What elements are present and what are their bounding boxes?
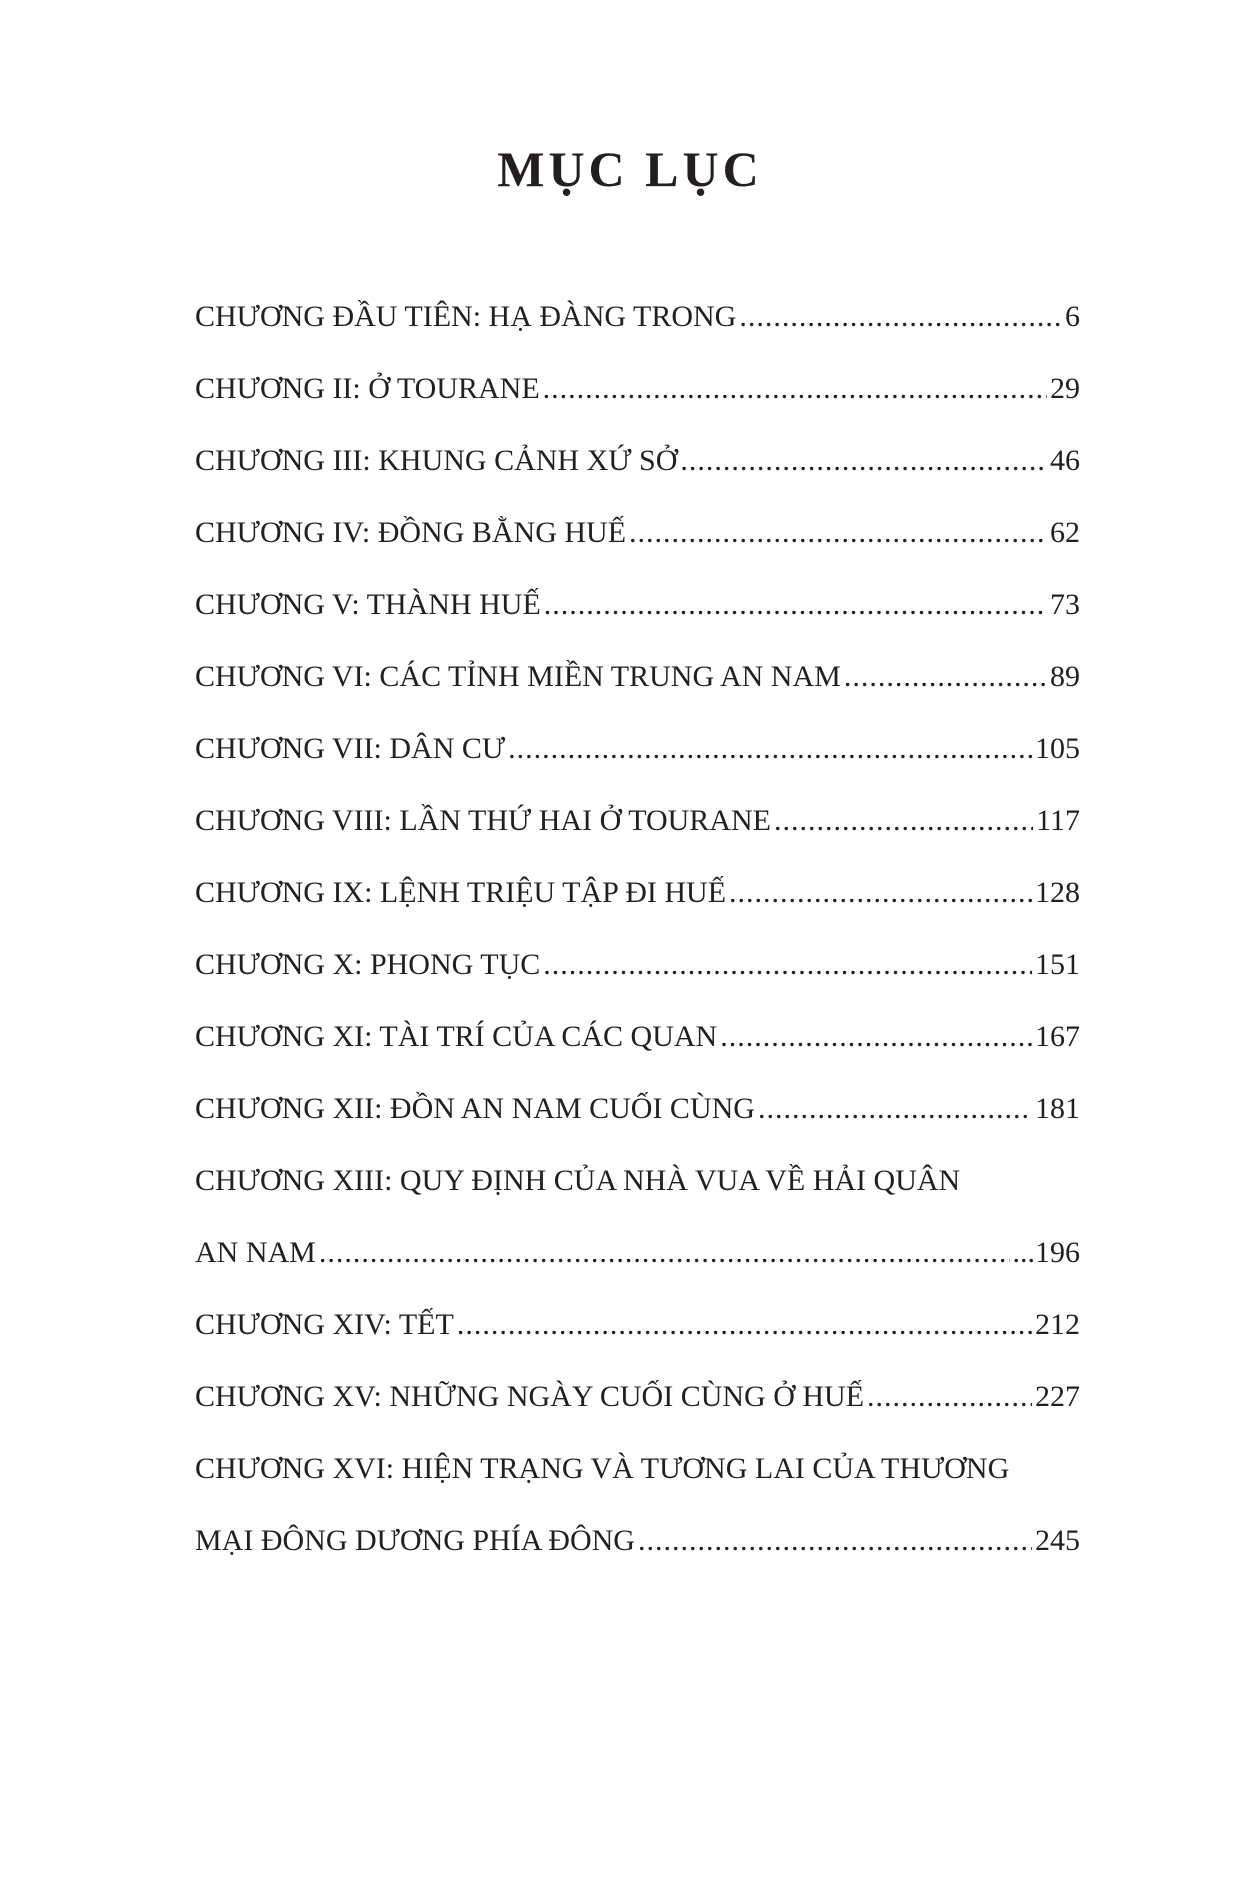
toc-entry [195, 660, 1080, 732]
dot-leader [739, 300, 1062, 334]
toc-entry [195, 876, 1080, 948]
toc-entry-label: AN NAM [195, 1236, 316, 1269]
dot-leader [544, 588, 1047, 622]
toc-entry [195, 1380, 1080, 1452]
toc-entry-label: MẠI ĐÔNG DƯƠNG PHÍA ĐÔNG [195, 1524, 635, 1557]
toc-entry-label-line1: CHƯƠNG XIII: QUY ĐỊNH CỦA NHÀ VUA VỀ HẢI QUÂN [195, 1164, 961, 1197]
toc-entry [195, 1524, 1080, 1596]
dot-leader [319, 1236, 1010, 1270]
toc-entry [195, 1308, 1080, 1380]
toc-entry-first-line [195, 1164, 1080, 1236]
toc-entry-label: CHƯƠNG XI: TÀI TRÍ CỦA CÁC QUAN [195, 1020, 718, 1053]
toc-entry-page: 117 [1036, 804, 1080, 837]
toc-entry-page: ...196 [1012, 1236, 1080, 1269]
toc-entry [195, 804, 1080, 876]
dot-leader [720, 1020, 1032, 1054]
toc-entry-page: 128 [1035, 876, 1080, 909]
toc-entry-page: 105 [1035, 732, 1080, 765]
toc-entry-label: CHƯƠNG XII: ĐỒN AN NAM CUỐI CÙNG [195, 1092, 755, 1125]
toc-entry-label: CHƯƠNG ĐẦU TIÊN: HẠ ĐÀNG TRONG [195, 300, 737, 333]
toc-entry-page: 227 [1035, 1380, 1080, 1413]
toc-entry-label: CHƯƠNG III: KHUNG CẢNH XỨ SỞ [195, 444, 678, 477]
toc-entry-page: 46 [1050, 444, 1080, 477]
toc-entry-label: CHƯƠNG XIV: TẾT [195, 1308, 454, 1341]
toc-entry [195, 300, 1080, 372]
dot-leader [543, 948, 1032, 982]
toc-entry-label: CHƯƠNG VIII: LẦN THỨ HAI Ở TOURANE [195, 804, 771, 837]
toc-entry-label-line1: CHƯƠNG XVI: HIỆN TRẠNG VÀ TƯƠNG LAI CỦA THƯƠNG [195, 1452, 1010, 1485]
toc-entry-page: 151 [1035, 948, 1080, 981]
toc-entry [195, 1020, 1080, 1092]
page-title: MỤC LỤC [497, 141, 763, 197]
dot-leader [867, 1380, 1032, 1414]
toc-entry [195, 732, 1080, 804]
dot-leader [680, 444, 1047, 478]
dot-leader [844, 660, 1047, 694]
toc-entry-page: 167 [1035, 1020, 1080, 1053]
toc-entry-label: CHƯƠNG II: Ở TOURANE [195, 372, 540, 405]
table-of-contents [195, 300, 1080, 1596]
toc-entry-first-line [195, 1452, 1080, 1524]
dot-leader [638, 1524, 1032, 1558]
toc-entry-label: CHƯƠNG IV: ĐỒNG BẰNG HUẾ [195, 516, 627, 549]
toc-entry [195, 588, 1080, 660]
toc-entry-label: CHƯƠNG IX: LỆNH TRIỆU TẬP ĐI HUẾ [195, 876, 727, 909]
dot-leader [629, 516, 1047, 550]
toc-entry-page: 62 [1050, 516, 1080, 549]
toc-entry-label: CHƯƠNG V: THÀNH HUẾ [195, 588, 541, 621]
toc-entry [195, 372, 1080, 444]
toc-entry-label: CHƯƠNG XV: NHỮNG NGÀY CUỐI CÙNG Ở HUẾ [195, 1380, 865, 1413]
dot-leader [543, 372, 1047, 406]
toc-entry [195, 516, 1080, 588]
dot-leader [457, 1308, 1032, 1342]
dot-leader [758, 1092, 1032, 1126]
toc-entry-label: CHƯƠNG VI: CÁC TỈNH MIỀN TRUNG AN NAM [195, 660, 841, 693]
toc-entry-page: 245 [1035, 1524, 1080, 1557]
dot-leader [729, 876, 1032, 910]
dot-leader [508, 732, 1032, 766]
toc-entry [195, 948, 1080, 1020]
toc-entry-page: 6 [1065, 300, 1080, 333]
toc-entry-page: 29 [1050, 372, 1080, 405]
toc-entry [195, 1092, 1080, 1164]
dot-leader [774, 804, 1033, 838]
toc-entry [195, 444, 1080, 516]
toc-entry-page: 181 [1035, 1092, 1080, 1125]
toc-entry-page: 212 [1035, 1308, 1080, 1341]
toc-entry [195, 1236, 1080, 1308]
toc-entry-label: CHƯƠNG X: PHONG TỤC [195, 948, 541, 981]
toc-entry-page: 73 [1050, 588, 1080, 621]
toc-entry-page: 89 [1050, 660, 1080, 693]
toc-entry-label: CHƯƠNG VII: DÂN CƯ [195, 732, 506, 765]
